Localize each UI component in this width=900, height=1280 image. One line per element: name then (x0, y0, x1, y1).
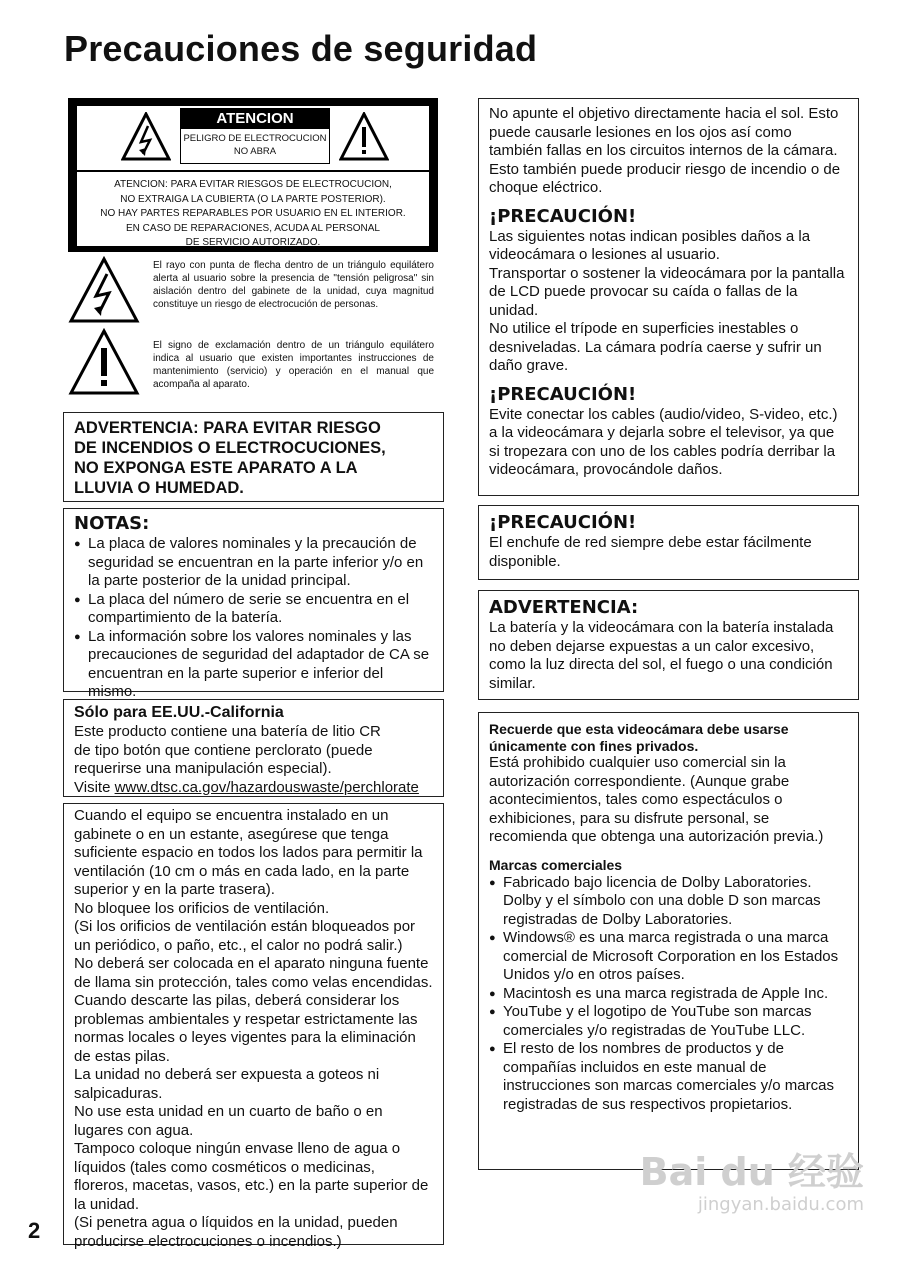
caution-label-divider (77, 170, 429, 172)
caution-paragraph: El enchufe de red siempre debe estar fácilmente disponible. (489, 534, 812, 570)
caution-paragraph: No utilice el trípode en superficies inestables o desniveladas. La cámara podría caerse y sufrir un daño grave. (489, 320, 822, 374)
exclamation-explanation: El signo de exclamación dentro de un triángulo equilátero indica al usuario que existen importantes instrucciones de mantenimiento (servicio) y operación en el manual que acompaña al aparato. (153, 340, 434, 390)
caution-label (68, 98, 438, 252)
visit-label: Visite (74, 778, 115, 796)
advertencia-title: ADVERTENCIA: (489, 597, 639, 618)
installation-paragraph: Cuando descarte las pilas, deberá considerar los problemas ambientales y respetar estrictamente las normas locales o leyes vigentes para la eliminación de estas pilas. (74, 992, 418, 1065)
caution-line: ATENCION: PARA EVITAR RIESGOS DE ELECTROCUCION, (114, 179, 392, 190)
caution-title: ¡PRECAUCIÓN! (489, 512, 637, 533)
caution-paragraph: Evite conectar los cables (audio/video, S-video, etc.) a la videocámara y dejarla sobre el televisor, ya que si tropezara con uno de los cables podría derribar la videocámara, provocándole daños. (489, 405, 838, 478)
sun-warning-text: No apunte el objetivo directamente hacia el sol. Esto puede causarle lesiones en los ojos así como también fallas en los circuitos internos de la cámara. Esto también puede producir riesgo de incendio o de choque eléctrico. (489, 105, 841, 196)
watermark-brand: Bai du 经验 (639, 1150, 864, 1194)
notas-list (74, 535, 433, 702)
california-title: Sólo para EE.UU.-California (74, 704, 284, 721)
installation-paragraph: (Si los orificios de ventilación están bloqueados por un periódico, o paño, etc., el calor no podrá salir.) (74, 918, 416, 954)
list-item: ● El resto de los nombres de productos y de compañías incluidos en este manual de instrucciones son marcas comerciales y/o marcas registradas de sus respectivos propietarios. (489, 1040, 848, 1114)
installation-paragraph: La unidad no deberá ser expuesta a goteos ni salpicaduras. (74, 1066, 380, 1102)
list-item: ● Windows® es una marca registrada o una marca comercial de Microsoft Corporation en los Estados Unidos y/o en otros países. (489, 929, 848, 985)
caution-line: NO HAY PARTES REPARABLES POR USUARIO EN EL INTERIOR. (100, 208, 406, 219)
installation-box (63, 803, 444, 1250)
perchlorate-link[interactable]: www.dtsc.ca.gov/hazardouswaste/perchlorate (114, 778, 419, 796)
private-use-box (478, 712, 859, 1170)
atencion-badge (180, 108, 330, 164)
lightning-triangle-icon (121, 112, 171, 162)
list-item: ● La información sobre los valores nominales y las precauciones de seguridad del adaptador de CA se encuentran en la parte superior e inferior del mismo. (74, 628, 433, 702)
watermark (640, 1150, 864, 1216)
fire-warning-box (63, 412, 444, 502)
private-use-body: Está prohibido cualquier uso comercial sin la autorización correspondiente. (Aunque grabe acontecimientos, tales como espectáculos o exhibiciones, para su disfrute personal, se recomienda que obtenga una autorización previa.) (489, 754, 824, 845)
notas-title: NOTAS: (74, 513, 150, 534)
list-item: ● La placa del número de serie se encuentra en el compartimiento de la batería. (74, 591, 433, 628)
warning-line: NO EXPONGA ESTE APARATO A LA (74, 459, 358, 477)
atencion-subtitle-1: PELIGRO DE ELECTROCUCION (183, 133, 327, 144)
caution-label-inner (77, 106, 429, 246)
page-title: Precauciones de seguridad (64, 28, 538, 69)
exclamation-warning-icon (68, 328, 140, 396)
warning-line: LLUVIA O HUMEDAD. (74, 479, 244, 497)
installation-paragraph: Tampoco coloque ningún envase lleno de agua o líquidos (tales como cosméticos o medicinas, floreros, macetas, vasos, etc.) en la parte superior de la unidad. (74, 1140, 429, 1213)
sun-caution-box (478, 98, 859, 496)
list-item: ● Fabricado bajo licencia de Dolby Laboratories. Dolby y el símbolo con una doble D son marcas registradas de Dolby Laboratories. (489, 874, 848, 930)
caution-title: ¡PRECAUCIÓN! (489, 383, 637, 405)
installation-paragraph: No deberá ser colocada en el aparato ninguna fuente de llama sin protección, tales como velas encendidas. (74, 955, 433, 991)
installation-paragraph: (Si penetra agua o líquidos en la unidad, pueden producirse electrocuciones o incendios.) (74, 1214, 398, 1250)
california-box (63, 699, 444, 797)
california-visit (74, 779, 433, 798)
atencion-subtitle-2: NO ABRA (233, 146, 277, 157)
caution-line: EN CASO DE REPARACIONES, ACUDA AL PERSONAL (126, 222, 380, 234)
installation-paragraph: No bloquee los orificios de ventilación. (74, 899, 330, 917)
advertencia-body: La batería y la videocámara con la batería instalada no deben dejarse expuestas a un calor excesivo, como la luz directa del sol, el fuego o una condición similar. (489, 619, 834, 692)
caution-title: ¡PRECAUCIÓN! (489, 205, 637, 227)
caution-line: NO EXTRAIGA LA CUBIERTA (O LA PARTE POSTERIOR). (120, 193, 386, 205)
list-item: ● Macintosh es una marca registrada de Apple Inc. (489, 985, 848, 1004)
page-number: 2 (28, 1218, 41, 1243)
private-use-heading: Recuerde que esta videocámara debe usarse únicamente con fines privados. (489, 721, 789, 754)
heat-warning-box (478, 590, 859, 700)
list-item: ● YouTube y el logotipo de YouTube son marcas comerciales y/o registradas de YouTube LLC. (489, 1003, 848, 1040)
installation-paragraph: Cuando el equipo se encuentra instalado en un gabinete o en un estante, asegúrese que tenga suficiente espacio en todos los lados para permitir la ventilación (10 cm o más en cada lado, en la parte superior y en la parte trasera). (74, 807, 423, 898)
caution-paragraph: Las siguientes notas indican posibles daños a la videocámara o lesiones al usuario. (489, 227, 811, 263)
warning-line: ADVERTENCIA: PARA EVITAR RIESGO (74, 419, 381, 437)
notas-box (63, 508, 444, 700)
list-item: ● La placa de valores nominales y la precaución de seguridad se encuentran en la parte inferior y/o en la parte posterior de la unidad principal. (74, 535, 433, 591)
caution-line: DE SERVICIO AUTORIZADO. (185, 237, 321, 248)
plug-caution-box (478, 505, 859, 580)
trademarks-list (489, 874, 848, 1115)
exclamation-triangle-icon (339, 112, 389, 162)
atencion-title: ATENCION (181, 109, 329, 129)
watermark-url: jingyan.baidu.com (697, 1194, 864, 1215)
trademarks-title: Marcas comerciales (489, 856, 623, 873)
installation-paragraph: No use esta unidad en un cuarto de baño o en lugares con agua. (74, 1103, 383, 1139)
california-body: Este producto contiene una batería de litio CR de tipo botón que contiene perclorato (puede requerirse una manipulación especial). (74, 723, 381, 777)
lightning-warning-icon (68, 256, 140, 324)
warning-line: DE INCENDIOS O ELECTROCUCIONES, (74, 439, 386, 457)
caution-paragraph: Transportar o sostener la videocámara por la pantalla de LCD puede provocar su caída o fallas de la unidad. (489, 264, 845, 319)
caution-label-text (77, 178, 429, 251)
lightning-explanation: El rayo con punta de flecha dentro de un triángulo equilátero alerta al usuario sobre la presencia de "tensión peligrosa" sin aislación dentro del gabinete de la unidad, cuya magnitud constituye un riesgo de electrocución de personas. (153, 260, 434, 310)
